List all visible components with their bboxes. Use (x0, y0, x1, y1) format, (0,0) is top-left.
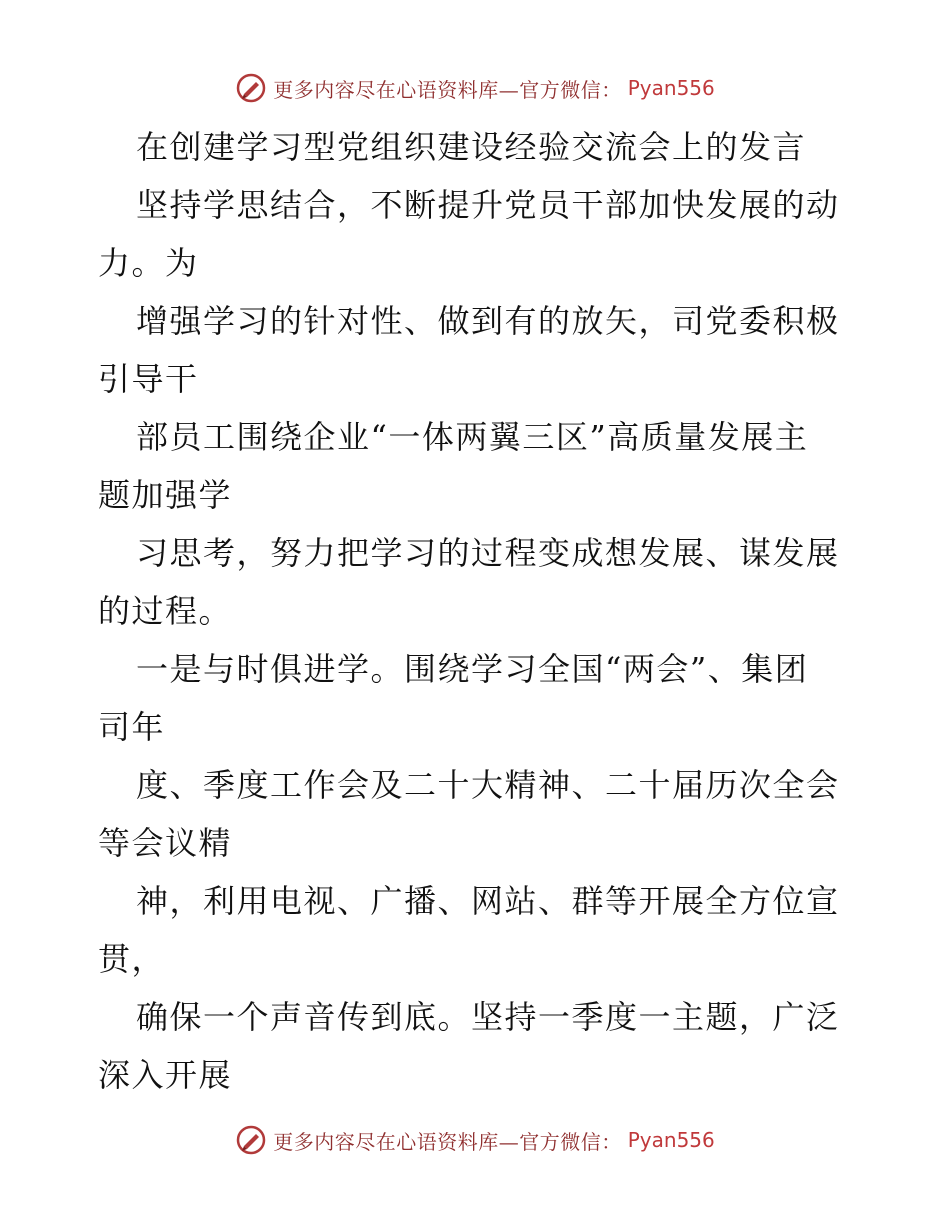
text-line: 确保一个声音传到底。坚持一季度一主题，广泛 (136, 998, 840, 1036)
watermark-id: Pyan556 (627, 76, 715, 100)
text-line: 部员工围绕企业“一体两翼三区”高质量发展主 (136, 418, 809, 456)
pen-logo-icon (235, 72, 267, 104)
text-line: 贯， (98, 940, 166, 978)
watermark-text: 更多内容尽在心语资料库—官方微信： (273, 77, 622, 102)
text-line: 神，利用电视、广播、网站、群等开展全方位宣 (136, 882, 840, 920)
text-line: 习思考，努力把学习的过程变成想发展、谋发展 (136, 534, 840, 572)
text-line: 坚持学思结合，不断提升党员干部加快发展的动 (136, 186, 840, 224)
text-line: 司年 (98, 708, 166, 746)
text-line: 的过程。 (98, 592, 233, 630)
document-body (98, 118, 858, 1104)
text-line: 题加强学 (98, 476, 233, 514)
text-line: 增强学习的针对性、做到有的放矢，司党委积极 (136, 302, 840, 340)
header-watermark (0, 72, 950, 104)
watermark-text: 更多内容尽在心语资料库—官方微信： (273, 1129, 622, 1154)
text-line: 深入开展 (98, 1056, 233, 1094)
text-line: 引导干 (98, 360, 199, 398)
pen-logo-icon (235, 1124, 267, 1156)
text-line: 度、季度工作会及二十大精神、二十届历次全会 (136, 766, 840, 804)
text-line: 等会议精 (98, 824, 233, 862)
text-line: 一是与时俱进学。围绕学习全国“两会”、集团 (136, 650, 809, 688)
text-line: 力。为 (98, 244, 199, 282)
document-title: 在创建学习型党组织建设经验交流会上的发言 (136, 128, 807, 166)
watermark-id: Pyan556 (627, 1128, 715, 1152)
footer-watermark (0, 1124, 950, 1156)
